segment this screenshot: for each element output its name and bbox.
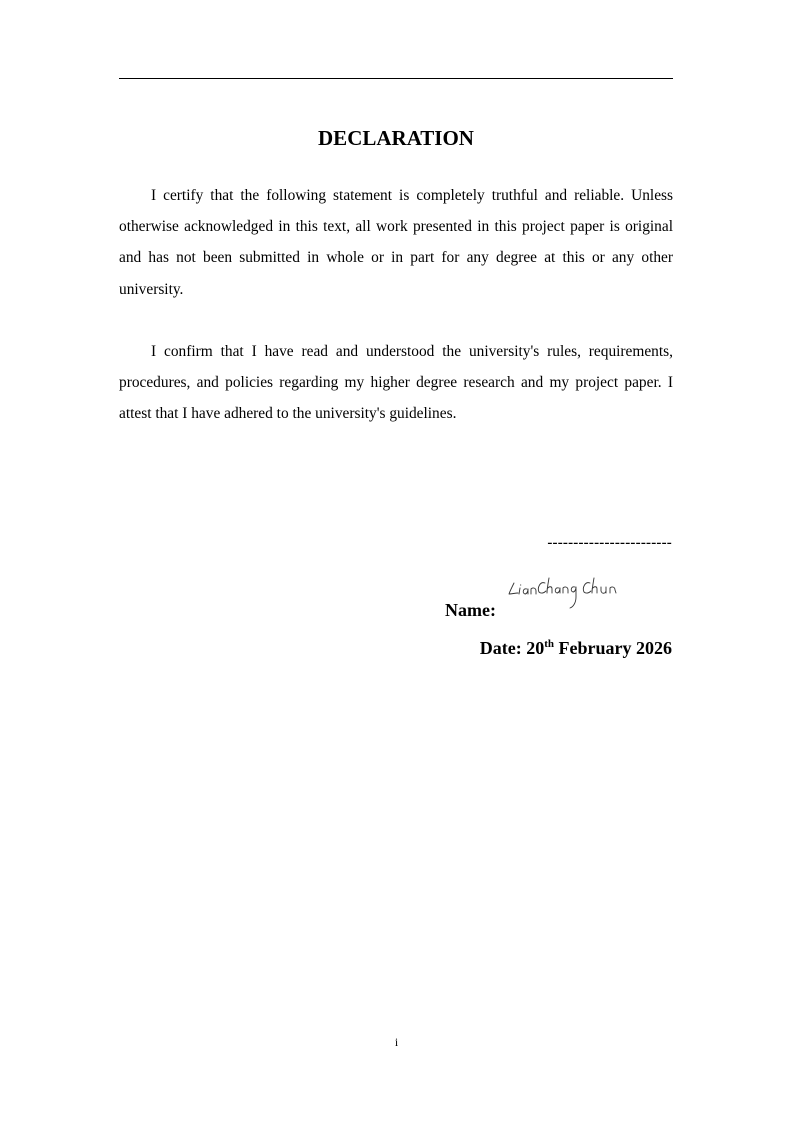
page-title: DECLARATION <box>318 126 474 150</box>
declaration-paragraph-1: I certify that the following statement is completely truthful and reliable. Unless otherwise acknowledged in this text, all work presented in this project paper is original and has not been submitted in whole or in part for any degree at this or any other university. <box>119 187 673 298</box>
handwritten-signature <box>506 575 628 615</box>
header-rule <box>119 78 673 79</box>
declaration-paragraph-2: I confirm that I have read and understood the university's rules, requirements, procedures, and policies regarding my higher degree research and my project paper. I attest that I have adhered to the university's guidelines. <box>119 343 673 423</box>
date-superscript: th <box>544 638 555 650</box>
date-rest: February 2026 <box>554 638 672 658</box>
page-number: i <box>394 1035 399 1049</box>
date-label: Date: 20 <box>479 638 545 658</box>
date-line <box>480 634 672 662</box>
name-label: Name: <box>445 600 496 620</box>
signature-line: ------------------------ <box>547 535 672 551</box>
